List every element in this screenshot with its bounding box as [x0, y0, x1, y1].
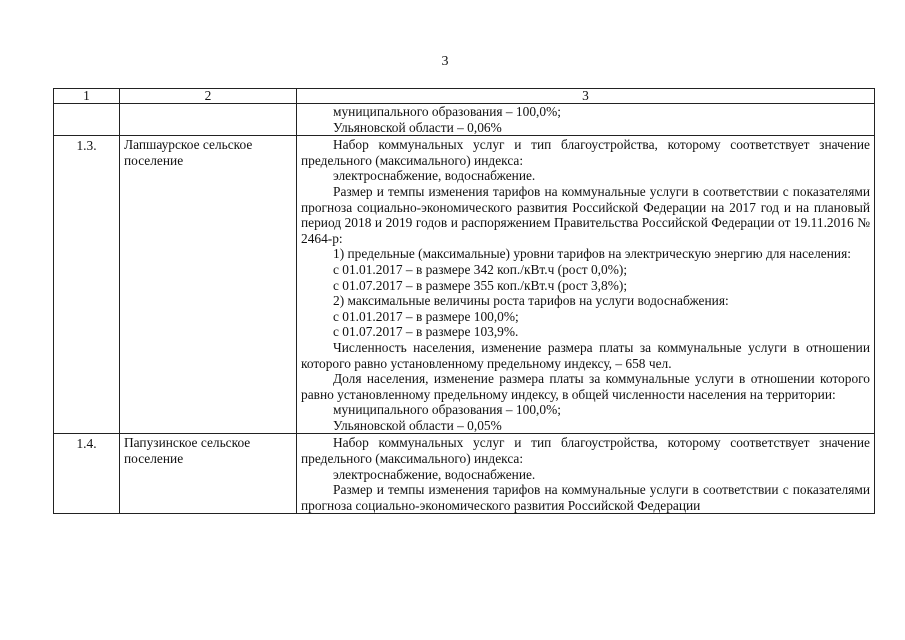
indented-line: с 01.01.2017 – в размере 100,0%; [333, 308, 519, 324]
paragraph: Размер и темпы изменения тарифов на коммунальные услуги в соответствии с показателями прогноза социально-экономического развития Российской Федерации на 2017 год и на плановый период 2018 и 2019 годов и распоряжением Правительства Российской Федерации от 19.11.2016 № 2464-р: [301, 183, 870, 246]
paragraph: Доля населения, изменение размера платы за коммунальные услуги в отношении которого равно установленному предельному индексу, в общей численности населения на территории: [301, 371, 870, 402]
paragraph: Размер и темпы изменения тарифов на коммунальные услуги в соответствии с показателями прогноза социально-экономического развития Российской Федерации [301, 482, 870, 513]
table-row [54, 434, 875, 514]
row-number: 1.3. [76, 138, 97, 154]
settlement-name-cell [120, 434, 297, 514]
settlement-name: Папузинское сельское поселение [124, 435, 251, 467]
indented-line: электроснабжение, водоснабжение. [333, 466, 536, 482]
continuation-line: муниципального образования – 100,0%; [333, 104, 561, 119]
tariff-table [53, 88, 875, 514]
indented-line: с 01.01.2017 – в размере 342 коп./кВт.ч (рост 0,0%); [333, 261, 628, 277]
continuation-cell [297, 104, 875, 136]
settlement-name-cell [120, 136, 297, 434]
paragraph: Набор коммунальных услуг и тип благоустройства, которому соответствует значение предельного (максимального) индекса: [301, 137, 870, 168]
row-number-cell [54, 136, 120, 434]
indented-line: с 01.07.2017 – в размере 355 коп./кВт.ч (рост 3,8%); [333, 277, 628, 293]
column-header-2: 2 [120, 89, 297, 104]
table-row [54, 136, 875, 434]
description-cell [297, 136, 875, 434]
paragraph: 1) предельные (максимальные) уровни тарифов на электрическую энергию для населения: [333, 246, 851, 262]
row-number-cell [54, 434, 120, 514]
indented-line: Ульяновской области – 0,05% [333, 417, 502, 433]
column-header-3: 3 [297, 89, 875, 104]
column-header-1: 1 [54, 89, 120, 104]
row-number: 1.4. [76, 436, 97, 452]
page-number: 3 [441, 54, 449, 69]
table-header-row [54, 89, 875, 104]
indented-line: 2) максимальные величины роста тарифов на услуги водоснабжения: [333, 293, 729, 309]
indented-line: с 01.07.2017 – в размере 103,9%. [333, 324, 519, 340]
paragraph: Набор коммунальных услуг и тип благоустройства, которому соответствует значение предельного (максимального) индекса: [301, 435, 870, 467]
indented-line: электроснабжение, водоснабжение. [333, 168, 536, 184]
indented-line: муниципального образования – 100,0%; [333, 402, 561, 418]
description-cell [297, 434, 875, 514]
paragraph: Численность населения, изменение размера платы за коммунальные услуги в отношении которого равно установленному предельному индексу, – 658 чел. [301, 339, 870, 371]
continuation-line: Ульяновской области – 0,06% [333, 119, 502, 135]
continuation-row [54, 104, 875, 136]
settlement-name: Лапшаурское сельское поселение [124, 137, 253, 168]
